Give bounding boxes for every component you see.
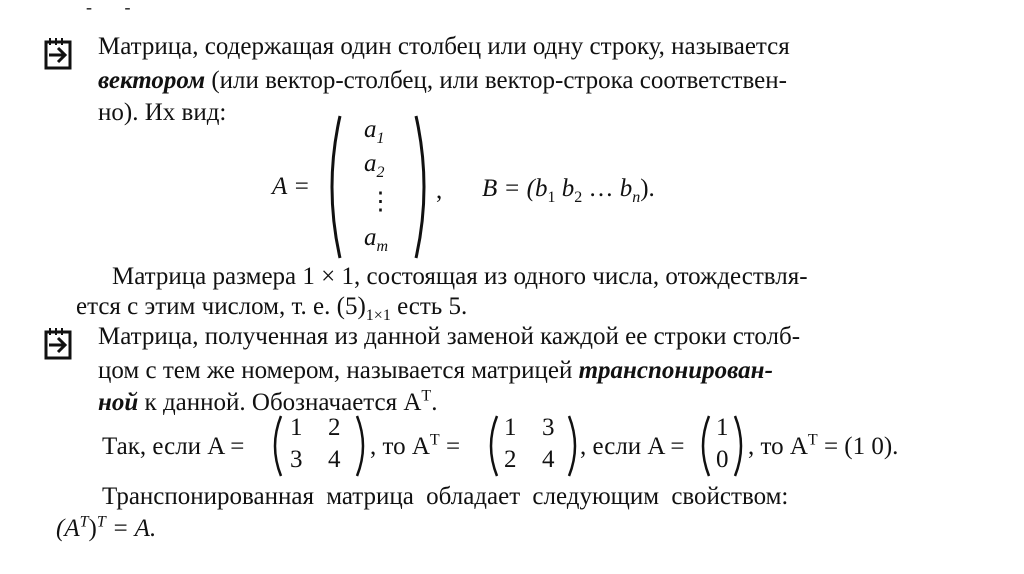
term-transposed-part-2: ной [98, 389, 139, 416]
entry-a2: $a_2$ [364, 150, 385, 181]
definition-transpose-line-1: Матрица, полученная из данной заменой каждой ее строки столб- [98, 323, 801, 350]
paragraph-1x1-line-1: Матрица размера 1 × 1, состоящая из одного числа, отождествля- [112, 263, 808, 290]
matrix1-cell: 3 [290, 446, 303, 473]
paragraph-transpose-property-line-2: $(A^T)^T = A$. [56, 513, 157, 542]
formula-comma: , [436, 177, 443, 204]
example-then-AT-1: , то $A^T$ = [370, 431, 461, 460]
matrix3-cell: 0 [716, 446, 729, 473]
entry-vdots: ⋮ [368, 188, 393, 215]
matrix1-left-paren [268, 414, 284, 478]
matrix3-cell: 1 [716, 414, 729, 441]
matrix1-right-paren [354, 414, 370, 478]
matrix1-cell: 1 [290, 414, 303, 441]
example-text-so-if: Так, если A = [102, 433, 245, 460]
paragraph-1x1-line-2: ется с этим числом, т. е. $(5)_{1\times 1}$ есть 5. [76, 293, 468, 324]
matrix2-cell: 4 [542, 446, 555, 473]
left-paren-column [322, 112, 344, 262]
header-marks: - - [86, 0, 145, 17]
matrix2-cell: 1 [504, 414, 517, 441]
matrix2-left-paren [484, 414, 500, 478]
definition-arrow-icon [44, 36, 74, 70]
matrix-2 [500, 414, 572, 478]
definition-vector-line-2-rest: (или вектор-столбец, или вектор-строка соответствен- [205, 67, 787, 94]
column-vector [350, 116, 410, 256]
matrix1-cell: 2 [328, 414, 341, 441]
term-transposed-part-1: транспонирован- [578, 357, 773, 384]
definition-arrow-icon [44, 326, 74, 360]
entry-am: $a_m$ [364, 224, 389, 255]
example-then-AT-2: , то $A^T = (1$ 0). [748, 431, 899, 460]
right-paren-column [412, 112, 434, 262]
definition-vector-line-2 [98, 66, 787, 96]
matrix1-cell: 4 [328, 446, 341, 473]
paragraph-transpose-property-line-1: Транспонированная матрица обладает следующим свойством: [102, 483, 789, 510]
formula-row-vector: $B = (b_1$ $b_2$ … $b_n$). [482, 175, 655, 206]
matrix3-right-paren [732, 414, 748, 478]
formula-A-eq: A = [272, 173, 310, 200]
term-vector: вектором [98, 67, 206, 94]
definition-transpose-line-3: ной к данной. Обозначается $A^T$. [98, 387, 438, 416]
example-if-A: , если A = [580, 433, 685, 460]
entry-a1: $a_1$ [364, 116, 385, 147]
matrix2-cell: 2 [504, 446, 517, 473]
definition-transpose-line-2: цом с тем же номером, называется матрицей транспонирован- [98, 357, 773, 384]
matrix-1 [284, 414, 356, 478]
matrix3-left-paren [696, 414, 712, 478]
definition-vector-line-3: но). Их вид: [98, 99, 227, 126]
matrix2-cell: 3 [542, 414, 555, 441]
definition-vector-line-1: Матрица, содержащая один столбец или одну строку, называется [98, 33, 790, 60]
